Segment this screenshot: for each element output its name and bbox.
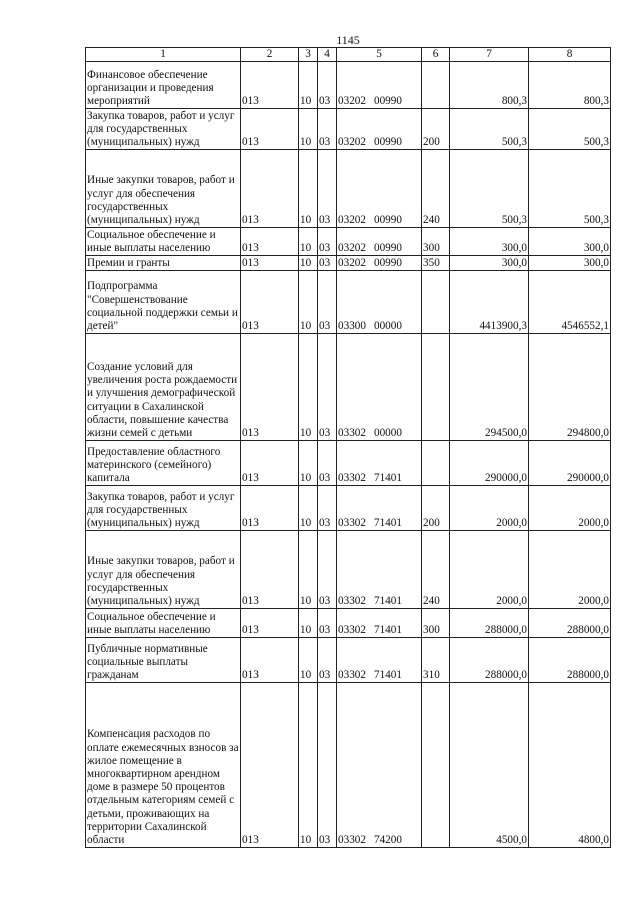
code-5-part-b: 00990	[373, 242, 402, 254]
code-4-cell: 03	[318, 531, 337, 609]
header-cell: 3	[299, 48, 318, 62]
code-6-cell: 300	[422, 228, 450, 256]
code-5-part-a: 03300	[338, 320, 366, 332]
amount-8-cell: 4546552,1	[529, 271, 611, 334]
amount-7-cell: 288000,0	[450, 638, 529, 683]
code-2-cell: 013	[241, 334, 299, 441]
header-cell: 8	[529, 48, 611, 62]
page-number: 1145	[336, 33, 360, 47]
code-5-part-a: 03302	[338, 669, 366, 681]
code-2-cell: 013	[241, 683, 299, 848]
table-row	[86, 486, 611, 531]
amount-8-cell: 300,0	[529, 256, 611, 271]
code-5-part-b: 71401	[373, 595, 402, 607]
code-4-cell: 03	[318, 228, 337, 256]
table-row	[86, 683, 611, 848]
code-2-cell: 013	[241, 228, 299, 256]
code-5-part-a: 03302	[338, 595, 366, 607]
code-5-part-b: 71401	[373, 669, 402, 681]
amount-7-cell: 2000,0	[450, 531, 529, 609]
table-row	[86, 271, 611, 334]
code-3-cell: 10	[299, 62, 318, 109]
code-6-cell	[422, 683, 450, 848]
code-5-part-b: 00990	[373, 214, 402, 226]
amount-8-cell: 294800,0	[529, 334, 611, 441]
code-5-cell	[337, 228, 422, 256]
code-4-cell: 03	[318, 441, 337, 486]
code-5-cell	[337, 256, 422, 271]
code-5-cell	[337, 271, 422, 334]
name: Создание условий для увеличения роста рождаемости и улучшения демографической ситуации в Сахалинской области, повышение качества жизни семей с детьми	[86, 334, 241, 441]
table-row	[86, 334, 611, 441]
code-6-cell: 240	[422, 531, 450, 609]
code-3-cell: 10	[299, 228, 318, 256]
code-5-cell	[337, 609, 422, 638]
amount-8-cell: 2000,0	[529, 531, 611, 609]
code-5-part-a: 03302	[338, 427, 366, 439]
amount-8-cell: 290000,0	[529, 441, 611, 486]
code-2-cell: 013	[241, 62, 299, 109]
code-5-part-a: 03202	[338, 257, 366, 269]
code-5-cell	[337, 441, 422, 486]
code-5-cell	[337, 531, 422, 609]
amount-8-cell: 300,0	[529, 228, 611, 256]
code-4-cell: 03	[318, 334, 337, 441]
header-cell: 4	[318, 48, 337, 62]
code-6-cell: 300	[422, 609, 450, 638]
header-row	[86, 48, 611, 62]
code-5-part-a: 03202	[338, 214, 366, 226]
name: Предоставление областного материнского (семейного) капитала	[86, 441, 241, 486]
code-6-cell: 350	[422, 256, 450, 271]
amount-7-cell: 4500,0	[450, 683, 529, 848]
code-2-cell: 013	[241, 256, 299, 271]
code-5-part-b: 00990	[373, 95, 402, 107]
code-3-cell: 10	[299, 150, 318, 228]
amount-7-cell: 800,3	[450, 62, 529, 109]
name: Социальное обеспечение и иные выплаты населению	[86, 609, 241, 638]
code-6-cell: 200	[422, 486, 450, 531]
code-2-cell: 013	[241, 271, 299, 334]
code-4-cell: 03	[318, 256, 337, 271]
code-5-part-a: 03202	[338, 95, 366, 107]
code-4-cell: 03	[318, 271, 337, 334]
code-6-cell: 240	[422, 150, 450, 228]
name: Финансовое обеспечение организации и проведения мероприятий	[86, 62, 241, 109]
code-5-part-b: 00000	[373, 427, 402, 439]
code-2-cell: 013	[241, 609, 299, 638]
name: Компенсация расходов по оплате ежемесячных взносов за жилое помещение в многоквартирном арендном доме в размере 50 процентов отдельным категориям семей с детьми, проживающих на территории Сахалинской области	[86, 683, 241, 848]
amount-7-cell: 300,0	[450, 256, 529, 271]
code-5-part-b: 74200	[373, 834, 402, 846]
table-row	[86, 531, 611, 609]
amount-7-cell: 288000,0	[450, 609, 529, 638]
code-2-cell: 013	[241, 486, 299, 531]
code-5-part-b: 00990	[373, 257, 402, 269]
amount-7-cell: 290000,0	[450, 441, 529, 486]
code-3-cell: 10	[299, 531, 318, 609]
amount-7-cell: 2000,0	[450, 486, 529, 531]
code-2-cell: 013	[241, 109, 299, 150]
code-3-cell: 10	[299, 334, 318, 441]
code-2-cell: 013	[241, 150, 299, 228]
amount-7-cell: 500,3	[450, 109, 529, 150]
code-5-part-a: 03302	[338, 834, 366, 846]
code-3-cell: 10	[299, 486, 318, 531]
code-4-cell: 03	[318, 486, 337, 531]
code-3-cell: 10	[299, 441, 318, 486]
code-6-cell	[422, 271, 450, 334]
code-5-cell	[337, 109, 422, 150]
amount-7-cell: 294500,0	[450, 334, 529, 441]
code-6-cell	[422, 334, 450, 441]
code-4-cell: 03	[318, 150, 337, 228]
amount-7-cell: 4413900,3	[450, 271, 529, 334]
amount-8-cell: 4800,0	[529, 683, 611, 848]
code-5-cell	[337, 683, 422, 848]
code-4-cell: 03	[318, 109, 337, 150]
amount-8-cell: 800,3	[529, 62, 611, 109]
code-2-cell: 013	[241, 441, 299, 486]
code-6-cell	[422, 441, 450, 486]
code-5-cell	[337, 334, 422, 441]
name: Премии и гранты	[86, 256, 241, 271]
code-5-part-b: 71401	[373, 472, 402, 484]
code-4-cell: 03	[318, 638, 337, 683]
header-cell: 5	[337, 48, 422, 62]
table-row	[86, 609, 611, 638]
table-row	[86, 441, 611, 486]
code-5-part-b: 00990	[373, 136, 402, 148]
code-5-part-a: 03202	[338, 136, 366, 148]
amount-8-cell: 500,3	[529, 150, 611, 228]
header-cell: 6	[422, 48, 450, 62]
code-5-cell	[337, 150, 422, 228]
code-5-cell	[337, 62, 422, 109]
code-5-part-a: 03302	[338, 517, 366, 529]
header-cell: 7	[450, 48, 529, 62]
table-row	[86, 150, 611, 228]
table-row	[86, 228, 611, 256]
code-5-part-a: 03302	[338, 472, 366, 484]
code-3-cell: 10	[299, 109, 318, 150]
amount-7-cell: 300,0	[450, 228, 529, 256]
code-6-cell: 310	[422, 638, 450, 683]
table-row	[86, 638, 611, 683]
table-row	[86, 62, 611, 109]
budget-table	[85, 47, 611, 848]
code-5-cell	[337, 486, 422, 531]
table-row	[86, 109, 611, 150]
name: Иные закупки товаров, работ и услуг для обеспечения государственных (муниципальных) нужд	[86, 531, 241, 609]
amount-8-cell: 288000,0	[529, 638, 611, 683]
name: Закупка товаров, работ и услуг для государственных (муниципальных) нужд	[86, 486, 241, 531]
code-4-cell: 03	[318, 609, 337, 638]
code-4-cell: 03	[318, 683, 337, 848]
name: Публичные нормативные социальные выплаты гражданам	[86, 638, 241, 683]
name: Социальное обеспечение и иные выплаты населению	[86, 228, 241, 256]
code-5-part-b: 71401	[373, 517, 402, 529]
name: Подпрограмма "Совершенствование социальной поддержки семьи и детей"	[86, 271, 241, 334]
code-3-cell: 10	[299, 638, 318, 683]
code-3-cell: 10	[299, 609, 318, 638]
amount-8-cell: 288000,0	[529, 609, 611, 638]
code-6-cell	[422, 62, 450, 109]
code-5-part-b: 00000	[373, 320, 402, 332]
code-2-cell: 013	[241, 638, 299, 683]
name: Иные закупки товаров, работ и услуг для обеспечения государственных (муниципальных) нужд	[86, 150, 241, 228]
code-5-part-a: 03202	[338, 242, 366, 254]
code-5-part-a: 03302	[338, 624, 366, 636]
code-6-cell: 200	[422, 109, 450, 150]
code-5-cell	[337, 638, 422, 683]
table-row	[86, 256, 611, 271]
code-3-cell: 10	[299, 256, 318, 271]
code-2-cell: 013	[241, 531, 299, 609]
code-4-cell: 03	[318, 62, 337, 109]
code-5-part-b: 71401	[373, 624, 402, 636]
amount-8-cell: 2000,0	[529, 486, 611, 531]
amount-8-cell: 500,3	[529, 109, 611, 150]
header-cell: 1	[86, 48, 241, 62]
header-cell: 2	[241, 48, 299, 62]
code-3-cell: 10	[299, 683, 318, 848]
amount-7-cell: 500,3	[450, 150, 529, 228]
code-3-cell: 10	[299, 271, 318, 334]
name: Закупка товаров, работ и услуг для государственных (муниципальных) нужд	[86, 109, 241, 150]
